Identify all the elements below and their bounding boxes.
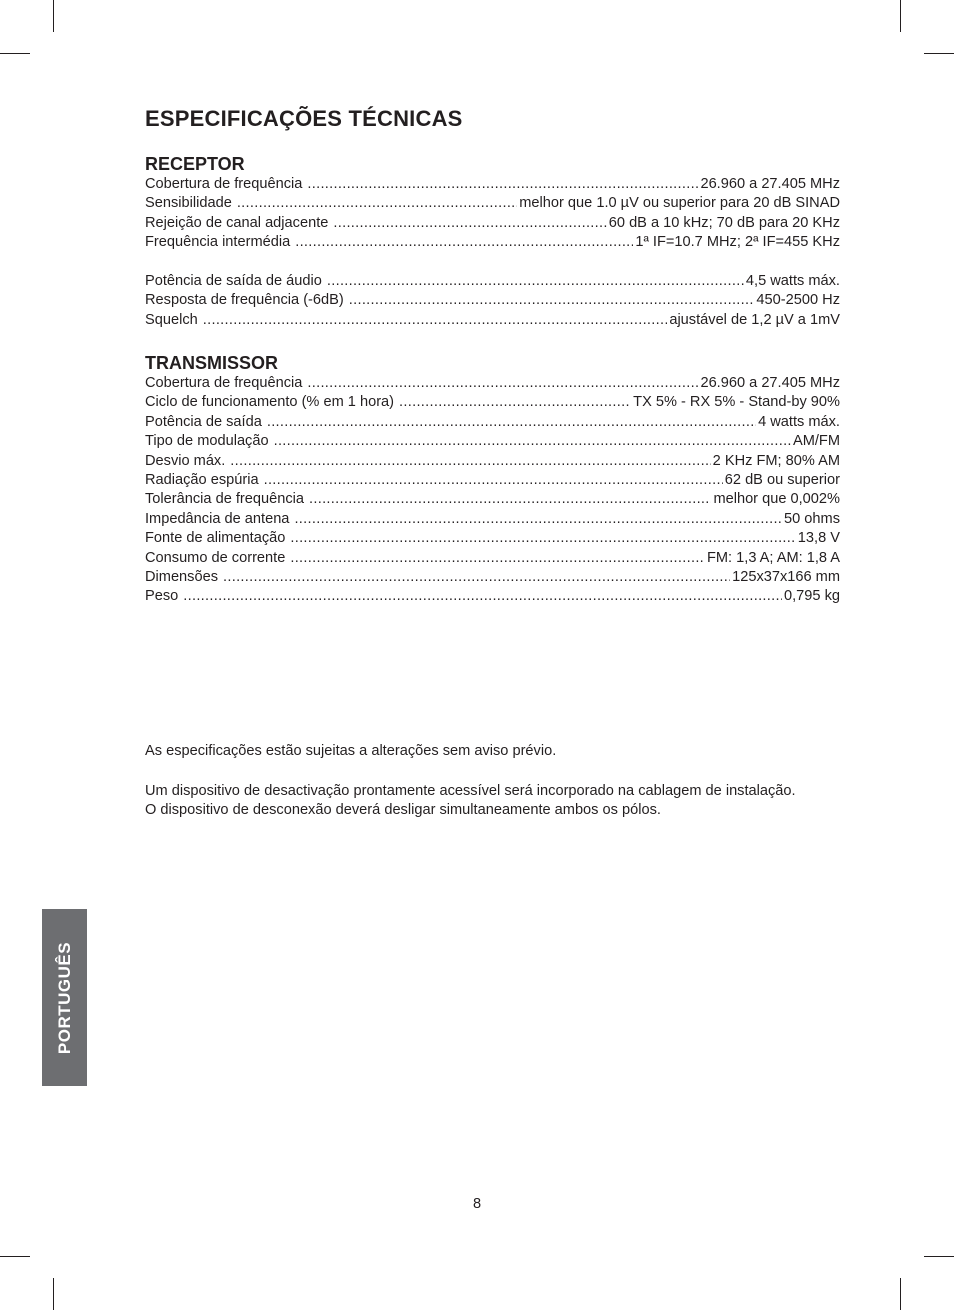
spec-value: 4 watts máx. bbox=[758, 413, 840, 430]
spec-row bbox=[145, 568, 840, 587]
spec-row bbox=[145, 374, 840, 393]
spec-row bbox=[145, 233, 840, 252]
spec-row bbox=[145, 311, 840, 330]
spec-row bbox=[145, 510, 840, 529]
crop-mark bbox=[53, 0, 54, 32]
spec-row bbox=[145, 175, 840, 194]
spec-value: 0,795 kg bbox=[784, 588, 840, 605]
spec-label: Cobertura de frequência bbox=[145, 176, 303, 192]
safety-text: O dispositivo de desconexão deverá desligar simultaneamente ambos os pólos. bbox=[145, 802, 661, 818]
spec-label: Ciclo de funcionamento (% em 1 hora) bbox=[145, 394, 395, 411]
dot-leader bbox=[264, 471, 723, 490]
spec-row bbox=[145, 214, 840, 233]
spec-row bbox=[145, 529, 840, 548]
spec-value: FM: 1,3 A; AM: 1,8 A bbox=[706, 549, 840, 566]
spec-label: Impedância de antena bbox=[145, 510, 290, 527]
spec-row bbox=[145, 432, 840, 451]
spec-label: Desvio máx. bbox=[145, 452, 226, 469]
spec-row bbox=[145, 549, 840, 568]
spec-label: Potência de saída bbox=[145, 413, 262, 430]
spec-row bbox=[145, 272, 840, 291]
spec-value: TX 5% - RX 5% - Stand-by 90% bbox=[633, 394, 840, 411]
spec-value: 60 dB a 10 kHz; 70 dB para 20 KHz bbox=[608, 214, 840, 231]
dot-leader bbox=[183, 587, 782, 606]
dot-leader bbox=[295, 233, 633, 252]
spec-value: 62 dB ou superior bbox=[724, 471, 840, 488]
paragraph-spacer bbox=[145, 761, 843, 782]
receptor-spec-list bbox=[145, 175, 840, 330]
spec-value: 4,5 watts máx. bbox=[745, 272, 840, 289]
spec-row bbox=[145, 291, 840, 310]
spec-value: AM/FM bbox=[792, 433, 840, 450]
spec-label: Potência de saída de áudio bbox=[145, 272, 322, 289]
spec-value: 450-2500 Hz bbox=[756, 292, 840, 309]
dot-leader bbox=[294, 510, 782, 529]
language-tab bbox=[42, 909, 87, 1086]
spec-label: Tolerância de frequência bbox=[145, 491, 305, 508]
spec-label: Frequência intermédia bbox=[145, 234, 291, 251]
crop-mark bbox=[900, 1278, 901, 1310]
dot-leader bbox=[237, 194, 517, 213]
language-tab-label: PORTUGUÊS bbox=[54, 941, 74, 1054]
page-title: ESPECIFICAÇÕES TÉCNICAS bbox=[145, 106, 463, 131]
spec-value: 2 KHz FM; 80% AM bbox=[712, 452, 840, 469]
receptor-heading: RECEPTOR bbox=[145, 154, 245, 174]
transmissor-heading: TRANSMISSOR bbox=[145, 353, 279, 373]
spec-value: 125x37x166 mm bbox=[732, 568, 840, 585]
dot-leader bbox=[274, 432, 791, 451]
dot-leader bbox=[309, 490, 711, 509]
spec-value: 26.960 a 27.405 MHz bbox=[700, 375, 840, 391]
page-number: 8 bbox=[472, 1196, 482, 1212]
spec-label: Consumo de corrente bbox=[145, 549, 286, 566]
spec-row bbox=[145, 413, 840, 432]
dot-leader bbox=[223, 568, 730, 587]
spec-value: ajustável de 1,2 µV a 1mV bbox=[669, 311, 840, 328]
spec-value: melhor que 0,002% bbox=[713, 491, 840, 508]
notes-block bbox=[145, 742, 843, 820]
dot-leader bbox=[333, 214, 606, 233]
safety-text: Um dispositivo de desactivação prontamente acessível será incorporado na cablagem de instalação. bbox=[145, 783, 796, 799]
dot-leader bbox=[290, 549, 705, 568]
crop-mark bbox=[53, 1278, 54, 1310]
dot-leader bbox=[267, 413, 756, 432]
spec-label: Radiação espúria bbox=[145, 471, 259, 488]
receptor-section bbox=[145, 153, 840, 330]
crop-mark bbox=[0, 53, 30, 54]
spec-row bbox=[145, 587, 840, 606]
transmissor-section bbox=[145, 352, 840, 607]
dot-leader bbox=[327, 272, 744, 291]
notice-text: As especificações estão sujeitas a alterações sem aviso prévio. bbox=[145, 743, 557, 759]
spec-value: melhor que 1.0 µV ou superior para 20 dB SINAD bbox=[519, 195, 840, 212]
transmissor-spec-list bbox=[145, 374, 840, 607]
spec-label: Squelch bbox=[145, 311, 198, 328]
dot-leader bbox=[307, 374, 698, 393]
spec-row bbox=[145, 490, 840, 509]
spec-label: Cobertura de frequência bbox=[145, 375, 303, 391]
spec-label: Dimensões bbox=[145, 568, 218, 585]
crop-mark bbox=[0, 1256, 30, 1257]
dot-leader bbox=[290, 529, 795, 548]
spec-value: 1ª IF=10.7 MHz; 2ª IF=455 KHz bbox=[635, 234, 840, 251]
spec-value: 26.960 a 27.405 MHz bbox=[700, 176, 840, 192]
dot-leader bbox=[307, 175, 698, 194]
spec-row bbox=[145, 452, 840, 471]
spec-label: Tipo de modulação bbox=[145, 433, 269, 450]
dot-leader bbox=[399, 393, 631, 412]
dot-leader bbox=[230, 452, 710, 471]
spec-row bbox=[145, 393, 840, 412]
dot-leader bbox=[203, 311, 668, 330]
spec-label: Resposta de frequência (-6dB) bbox=[145, 292, 344, 309]
crop-mark bbox=[900, 0, 901, 32]
spec-value: 50 ohms bbox=[784, 510, 840, 527]
spec-label: Sensibilidade bbox=[145, 195, 232, 212]
crop-mark bbox=[924, 1256, 954, 1257]
spec-label: Fonte de alimentação bbox=[145, 530, 286, 547]
spec-label: Peso bbox=[145, 588, 179, 605]
spec-row bbox=[145, 471, 840, 490]
spec-row bbox=[145, 194, 840, 213]
spec-label: Rejeição de canal adjacente bbox=[145, 214, 329, 231]
spec-value: 13,8 V bbox=[797, 530, 840, 547]
crop-mark bbox=[924, 53, 954, 54]
dot-leader bbox=[349, 291, 755, 310]
